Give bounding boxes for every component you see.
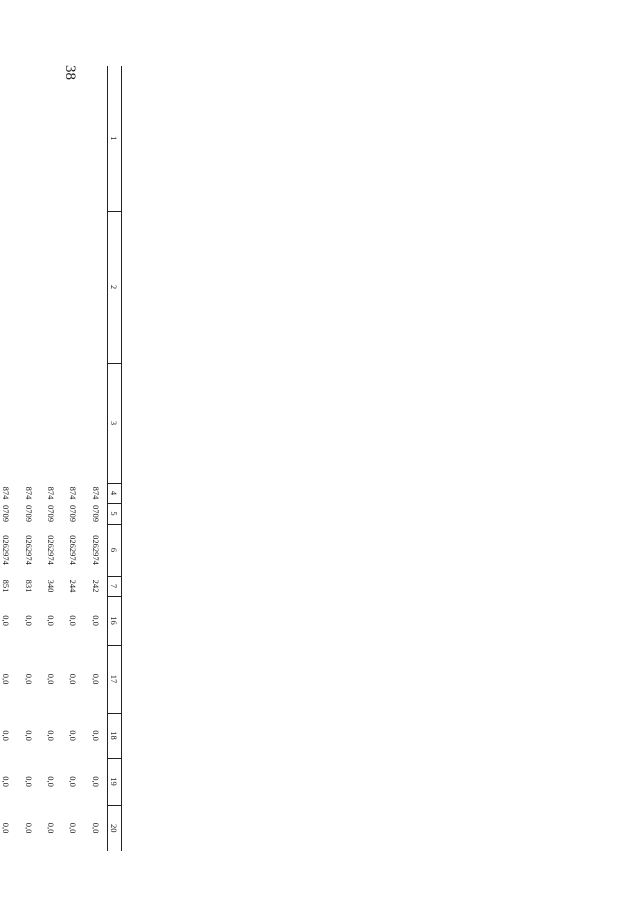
table-cell: 0,0 <box>23 730 34 741</box>
table-cell <box>40 211 62 363</box>
table-cell: 0,0 <box>68 615 79 626</box>
column-number-12: 20 <box>108 805 122 851</box>
table-cell: 0,0 <box>90 822 101 834</box>
table-cell <box>0 66 17 211</box>
table-cell: 0,0 <box>46 822 57 834</box>
column-number-4: 4 <box>108 483 122 503</box>
table-cell: 0,0 <box>46 776 57 787</box>
column-number-3: 3 <box>108 363 122 483</box>
table-row <box>85 66 108 851</box>
table-cell: 0,0 <box>23 673 34 685</box>
column-number-1: 1 <box>108 66 122 211</box>
column-number-9: 17 <box>108 645 122 713</box>
table-cell: 0,0 <box>23 822 34 834</box>
table-cell: 0709 <box>46 505 57 522</box>
column-number-2: 2 <box>108 211 122 363</box>
table-cell: 0709 <box>23 505 34 522</box>
table-cell: 244 <box>68 579 79 593</box>
table-cell <box>62 363 84 483</box>
table-cell: 0,0 <box>1 615 12 626</box>
column-number-11: 19 <box>108 758 122 805</box>
table-cell <box>0 211 17 363</box>
table-cell: 0,0 <box>46 615 57 626</box>
table-cell: 0,0 <box>23 776 34 787</box>
table-cell: 874 <box>68 486 79 500</box>
table-cell: 0262974 <box>23 535 34 565</box>
table-cell <box>85 211 108 363</box>
table-cell <box>40 66 62 211</box>
table-cell <box>0 363 17 483</box>
table-cell <box>62 66 84 211</box>
table-cell: 0,0 <box>68 673 79 685</box>
table-cell: 851 <box>1 579 12 593</box>
rotated-table-container <box>0 66 122 851</box>
table-cell <box>85 66 108 211</box>
table-cell: 0709 <box>90 505 101 522</box>
table-cell: 0,0 <box>68 822 79 834</box>
table-cell: 0,0 <box>23 615 34 626</box>
table-cell: 0,0 <box>1 776 12 787</box>
table-cell: 0,0 <box>90 776 101 787</box>
table-cell <box>62 211 84 363</box>
table-cell: 874 <box>90 486 101 500</box>
table-cell: 874 <box>23 486 34 500</box>
table-row <box>17 66 39 851</box>
column-number-6: 6 <box>108 524 122 576</box>
table-row <box>62 66 84 851</box>
table-cell <box>17 363 39 483</box>
table-cell: 0262974 <box>90 535 101 565</box>
table-cell: 340 <box>46 579 57 593</box>
table-cell: 0,0 <box>1 673 12 685</box>
table-cell: 0262974 <box>68 535 79 565</box>
table-cell: 0262974 <box>1 535 12 565</box>
table-cell: 0,0 <box>90 730 101 741</box>
table-cell <box>40 363 62 483</box>
budget-table <box>0 66 122 851</box>
page-number: 38 <box>62 65 78 80</box>
table-cell: 831 <box>23 579 34 593</box>
table-cell: 0709 <box>68 505 79 522</box>
table-cell <box>85 363 108 483</box>
table-cell: 0709 <box>1 505 12 522</box>
table-row <box>40 66 62 851</box>
table-cell: 0,0 <box>46 673 57 685</box>
column-number-7: 7 <box>108 576 122 596</box>
table-cell <box>17 66 39 211</box>
table-cell: 0,0 <box>90 615 101 626</box>
table-cell: 874 <box>1 486 12 500</box>
table-cell: 0,0 <box>90 673 101 685</box>
table-cell: 0,0 <box>68 730 79 741</box>
table-cell: 0,0 <box>46 730 57 741</box>
table-cell: 0,0 <box>68 776 79 787</box>
table-cell <box>17 211 39 363</box>
column-number-10: 18 <box>108 713 122 758</box>
table-row <box>0 66 17 851</box>
table-body <box>0 66 108 851</box>
table-cell: 0,0 <box>1 730 12 741</box>
table-cell: 242 <box>90 579 101 593</box>
table-cell: 0262974 <box>46 535 57 565</box>
column-number-row <box>108 66 122 851</box>
column-number-8: 16 <box>108 596 122 645</box>
table-cell: 0,0 <box>1 822 12 834</box>
column-number-5: 5 <box>108 503 122 524</box>
table-cell: 874 <box>46 486 57 500</box>
